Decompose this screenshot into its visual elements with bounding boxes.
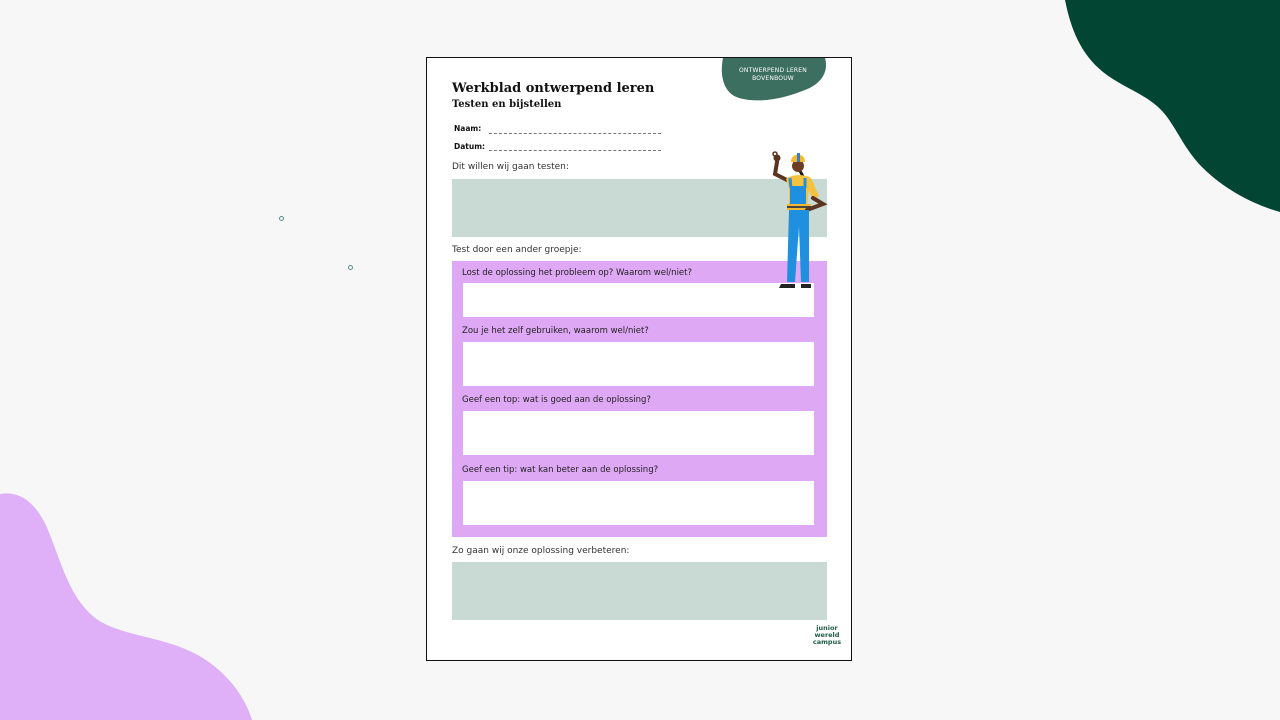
peer-test-panel — [452, 261, 827, 537]
date-field[interactable] — [489, 150, 661, 151]
logo-line-3: campus — [812, 638, 842, 646]
junior-wereld-campus-logo — [809, 625, 845, 655]
question-1-answer-box[interactable] — [463, 283, 814, 317]
level-badge — [721, 58, 829, 102]
decorative-dot — [348, 265, 353, 270]
question-3-answer-box[interactable] — [463, 411, 814, 455]
question-2-label: Zou je het zelf gebruiken, waarom wel/niet? — [462, 326, 649, 336]
date-label: Datum: — [454, 142, 486, 151]
worksheet-page — [426, 57, 852, 661]
question-1-label: Lost de oplossing het probleem op? Waarom wel/niet? — [462, 268, 692, 278]
question-4-answer-box[interactable] — [463, 481, 814, 525]
improve-answer-box[interactable] — [452, 562, 827, 620]
background-blob-green — [1065, 0, 1280, 212]
background-blob-purple — [0, 492, 252, 720]
logo-line-2: wereld — [814, 631, 840, 639]
logo-line-1: junior — [816, 624, 838, 632]
decorative-dot — [279, 216, 284, 221]
question-3-label: Geef een top: wat is goed aan de oplossing? — [462, 395, 651, 405]
name-field[interactable] — [489, 133, 661, 134]
test-what-label: Dit willen wij gaan testen: — [452, 162, 569, 172]
worksheet-title: Werkblad ontwerpend leren — [452, 81, 655, 96]
worksheet-subtitle: Testen en bijstellen — [452, 99, 562, 110]
name-label: Naam: — [454, 124, 482, 133]
badge-text: ONTWERPEND LEREN BOVENBOUW — [739, 67, 807, 82]
question-4-label: Geef een tip: wat kan beter aan de oplossing? — [462, 465, 659, 475]
test-group-label: Test door een ander groepje: — [452, 245, 582, 255]
construction-worker-illustration — [767, 148, 833, 294]
question-2-answer-box[interactable] — [463, 342, 814, 386]
improve-label: Zo gaan wij onze oplossing verbeteren: — [452, 546, 630, 556]
